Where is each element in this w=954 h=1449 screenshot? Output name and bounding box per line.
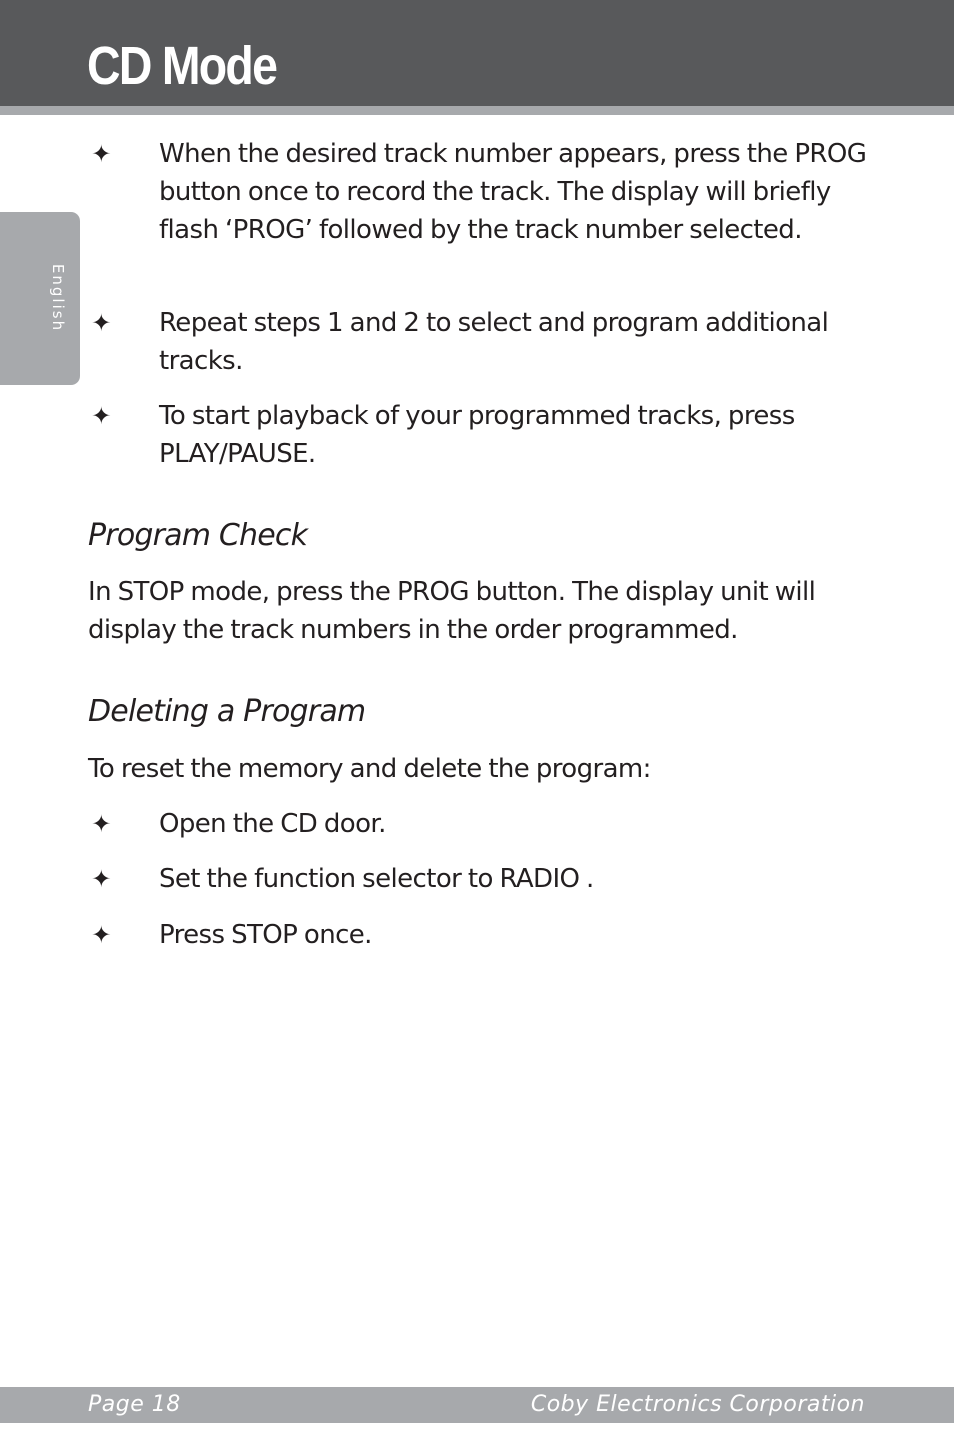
list-item-text: Press STOP once.: [159, 920, 372, 950]
deleting-program-intro: To reset the memory and delete the program:: [88, 754, 651, 784]
section-heading-program-check: Program Check: [88, 518, 308, 553]
page-title: CD Mode: [87, 36, 277, 96]
program-check-paragraph: In STOP mode, press the PROG button. The display unit will display the track numbers in the order programmed.: [88, 577, 816, 645]
list-item-text: Open the CD door.: [159, 809, 386, 839]
list-item-text: When the desired track number appears, press the PROG button once to record the track. The display will briefly flash ‘PROG’ followed by the track number selected.: [159, 139, 867, 245]
language-tab: [0, 212, 80, 385]
star-bullet-icon: ✦: [91, 810, 111, 838]
footer-bar: [0, 1387, 954, 1423]
star-bullet-icon: ✦: [91, 402, 111, 430]
list-item-text: Repeat steps 1 and 2 to select and program additional tracks.: [159, 308, 829, 376]
list-item-text: Set the function selector to RADIO .: [159, 864, 594, 894]
list-item-text: To start playback of your programmed tracks, press PLAY/PAUSE.: [159, 401, 795, 469]
header-bar: [0, 0, 954, 106]
page-number: Page 18: [88, 1392, 181, 1417]
company-name: Coby Electronics Corporation: [530, 1392, 865, 1417]
star-bullet-icon: ✦: [91, 865, 111, 893]
header-rule: [0, 106, 954, 115]
star-bullet-icon: ✦: [91, 140, 111, 168]
star-bullet-icon: ✦: [91, 921, 111, 949]
language-tab-label: English: [49, 263, 67, 333]
section-heading-deleting-program: Deleting a Program: [88, 694, 366, 729]
star-bullet-icon: ✦: [91, 309, 111, 337]
